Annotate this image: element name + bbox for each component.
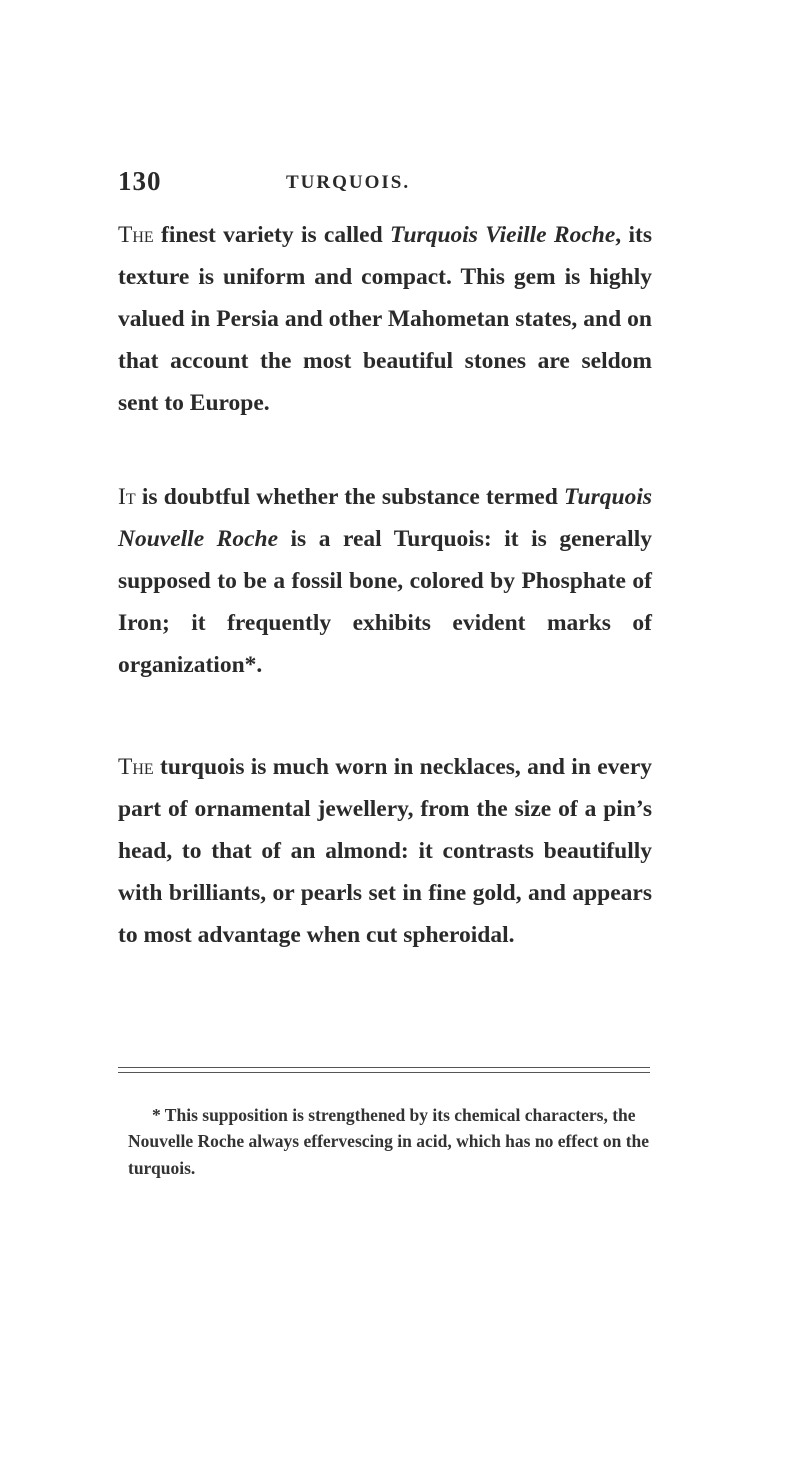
paragraph-lead: The [118,754,154,780]
footnote-divider-inner [118,1072,650,1073]
page-number: 130 [118,166,162,196]
running-title: TURQUOIS. [286,172,411,193]
paragraph-text: finest variety is called [153,222,390,248]
gem-name-italic: Turquois Vieille Roche [390,222,616,248]
paragraph-lead: It [118,484,136,510]
footnote: * This supposition is strengthened by its chemical characters, the Nouvelle Roche always effervescing in acid, which has no effect on the turquois. [128,1104,650,1178]
paragraph-text: is doubtful whether the substance termed [135,484,565,510]
paragraph-1 [118,214,652,424]
paragraph-text: turquois is much worn in necklaces, and in every part of ornamental jewellery, from the size of a pin’s head, to that of an almond: it contrasts beautifully with brilliants, or pearls set in fine gold, and appears to most advantage when cut spheroidal. [118,754,652,948]
gem-name-italic: Turquois Nouvelle Roche [118,484,652,552]
page-header [118,166,658,206]
paragraph-lead: The [118,222,154,248]
footnote-divider [118,1067,650,1068]
paragraph-text: , its texture is uniform and compact. This gem is highly valued in Persia and other Mahometan states, and on that account the most beautiful stones are seldom sent to Europe. [118,222,652,416]
paragraph-3 [118,746,652,956]
paragraph-text: is a real Turquois: it is generally supposed to be a fossil bone, colored by Phosphate of Iron; it frequently exhibits evident marks of organization*. [118,526,652,678]
paragraph-2 [118,476,652,686]
body-text [118,214,652,956]
